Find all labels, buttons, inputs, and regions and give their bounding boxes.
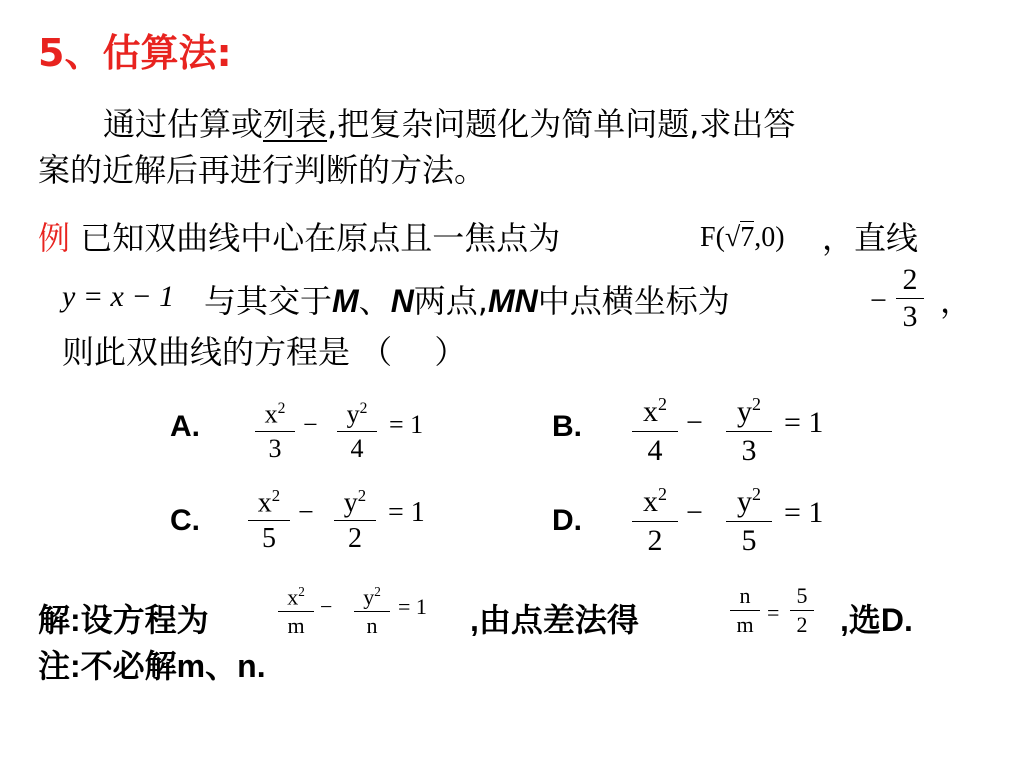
exponent: 2 [277, 400, 286, 417]
focus-F: F( [700, 222, 725, 253]
var: x [257, 487, 272, 519]
frac-num [278, 578, 314, 611]
mid-den: 3 [902, 300, 918, 333]
exponent: 2 [658, 484, 667, 504]
option-x-fraction [255, 392, 295, 465]
solution-mid [470, 600, 639, 640]
mid-minus: − [870, 284, 887, 317]
frac-num [632, 385, 678, 431]
ratio-equals: = [767, 600, 780, 625]
option-label[interactable]: D. [552, 504, 582, 537]
intro-line-2: 案的近解后再进行判断的方法。 [38, 151, 487, 189]
mid-num: 2 [902, 263, 918, 296]
intro-post: ,把复杂问题化为简单问题,求出答 [327, 105, 796, 143]
frac-num [726, 475, 772, 521]
var: y [363, 584, 375, 610]
segment-MN: MN [487, 283, 538, 319]
solution-prefix-text: 解:设方程为 [38, 602, 209, 638]
example-line1-text: 已知双曲线中心在原点且一焦点为 [80, 219, 561, 257]
note-prefix: 注:不必解 [38, 648, 177, 684]
frac-num [255, 392, 295, 431]
example-line-3: 则此双曲线的方程是 （ ） [62, 333, 467, 371]
frac-num [337, 392, 377, 431]
line-equation: y = x − 1 [62, 280, 175, 313]
var: y [737, 395, 752, 428]
frac-den: 2 [348, 523, 362, 555]
solution-rhs: = 1 [398, 594, 427, 619]
slide-title: 5、估算法: [38, 31, 232, 75]
option-y-fraction [726, 475, 772, 560]
example-line1-end: ，直线 [822, 219, 919, 257]
line2-b: 两点, [413, 282, 488, 320]
exponent: 2 [374, 584, 381, 599]
exponent: 2 [658, 394, 667, 414]
frac-den: 5 [262, 523, 276, 555]
note-m: m [176, 648, 206, 684]
frac-num [726, 385, 772, 431]
intro-pre: 通过估算或 [103, 105, 264, 143]
option-minus: − [686, 495, 703, 529]
focus-tail: ,0) [754, 222, 785, 253]
exponent: 2 [298, 584, 305, 599]
ratio-r-num: 5 [796, 583, 808, 608]
line2-sep: 、 [358, 282, 391, 320]
option-label[interactable]: B. [552, 410, 582, 443]
option-x-fraction [632, 385, 678, 470]
solution-mid-text: ,由点差法得 [470, 602, 639, 638]
frac-num [248, 478, 290, 520]
frac-den: 3 [741, 434, 757, 467]
option-label[interactable]: A. [170, 410, 200, 443]
ratio-den: m [736, 612, 754, 637]
exponent: 2 [357, 486, 367, 505]
var: x [264, 399, 278, 429]
frac-den: n [366, 613, 378, 639]
ratio-right [790, 582, 814, 639]
solution-prefix [38, 600, 209, 640]
var: x [287, 584, 299, 610]
line2-c: 中点横坐标为 [537, 282, 730, 320]
ratio-num: n [739, 583, 751, 608]
var: y [737, 485, 752, 518]
frac-num [354, 578, 390, 611]
line2-a: 与其交于 [204, 282, 333, 320]
ratio-left [730, 582, 760, 639]
frac-den: 2 [647, 524, 663, 557]
option-minus: − [686, 405, 703, 439]
exponent: 2 [752, 484, 761, 504]
solution-y-fraction [354, 578, 390, 640]
option-minus: − [303, 410, 318, 440]
option-y-fraction [334, 478, 376, 556]
example-line-2 [204, 281, 730, 321]
frac-num [334, 478, 376, 520]
exponent: 2 [359, 400, 368, 417]
sqrt-icon: √ [724, 222, 741, 253]
example-line-1 [38, 218, 560, 258]
frac-num [632, 475, 678, 521]
frac-den: 5 [741, 524, 757, 557]
exponent: 2 [752, 394, 761, 414]
option-y-fraction [337, 392, 377, 465]
frac-den: 4 [350, 433, 364, 463]
option-x-fraction [632, 475, 678, 560]
option-y-fraction [726, 385, 772, 470]
option-rhs: = 1 [784, 405, 824, 439]
note-sep: 、 [205, 648, 238, 684]
exponent: 2 [271, 486, 281, 505]
option-rhs: = 1 [388, 497, 425, 529]
ratio-r-den: 2 [796, 612, 808, 637]
option-minus: − [298, 497, 314, 529]
solution-minus: − [320, 594, 333, 619]
solution-x-fraction [278, 578, 314, 640]
frac-den: m [287, 613, 305, 639]
example-line2-end: ， [940, 282, 973, 320]
frac-den: 4 [647, 434, 663, 467]
option-rhs: = 1 [389, 410, 424, 440]
intro-line-1 [103, 104, 795, 144]
point-N: N [390, 283, 414, 319]
solution-suffix-a: ,选 [840, 602, 881, 638]
solution-answer: D. [880, 602, 913, 638]
solution-suffix [840, 600, 913, 640]
focus-radicand: 7 [740, 222, 755, 253]
focus-point [700, 222, 785, 254]
option-label[interactable]: C. [170, 504, 200, 537]
frac-den: 3 [268, 433, 282, 463]
var: x [643, 485, 658, 518]
option-x-fraction [248, 478, 290, 556]
point-M: M [332, 283, 359, 319]
option-rhs: = 1 [784, 495, 824, 529]
var: y [346, 399, 360, 429]
midpoint-fraction [896, 262, 924, 335]
example-label: 例 [38, 219, 71, 257]
note-line [38, 646, 266, 686]
var: x [643, 395, 658, 428]
var: y [343, 487, 358, 519]
note-n: n. [237, 648, 266, 684]
intro-underlined: 列表 [263, 105, 328, 143]
